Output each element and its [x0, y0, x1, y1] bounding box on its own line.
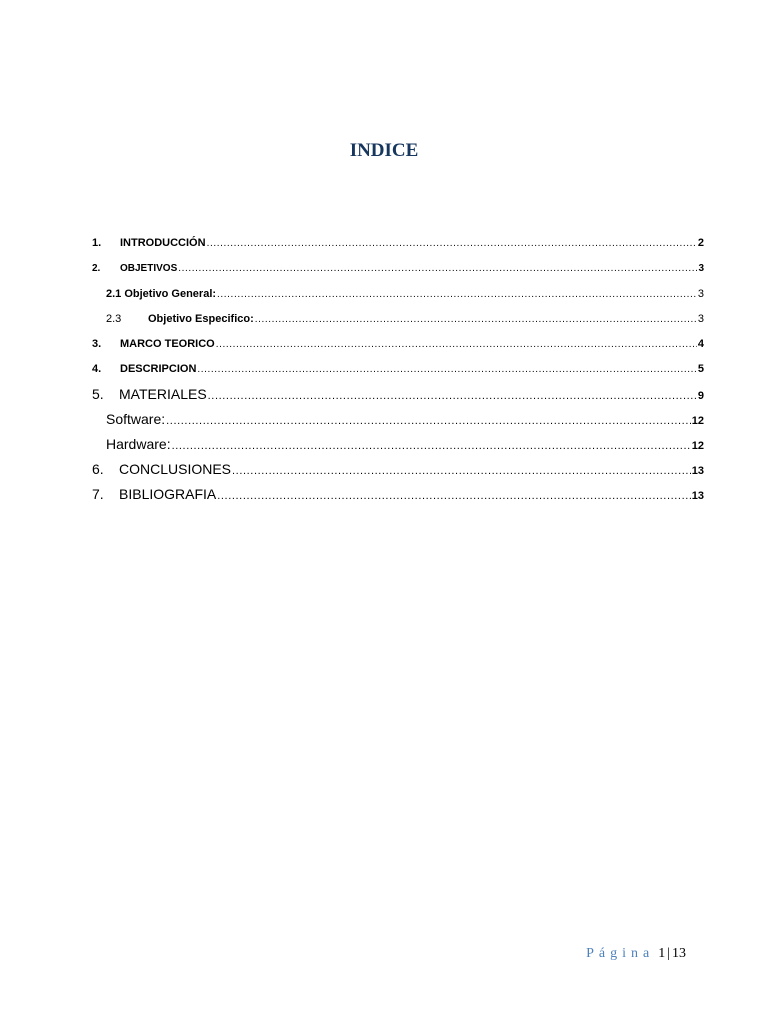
- toc-entry-descripcion[interactable]: [92, 363, 704, 375]
- toc-dot-leader: [217, 490, 691, 502]
- toc-dot-leader: [207, 238, 697, 249]
- toc-dot-leader: [255, 314, 697, 325]
- toc-entry-number: 4.: [92, 363, 102, 375]
- toc-dot-leader: [197, 364, 696, 375]
- toc-entry-conclusiones[interactable]: [92, 461, 704, 477]
- toc-entry-number: 2.: [92, 263, 101, 274]
- toc-entry-label: INTRODUCCIÓN: [120, 237, 206, 249]
- toc-entry-label: 2.1 Objetivo General:: [106, 288, 217, 300]
- toc-entry-objetivos[interactable]: [92, 263, 704, 274]
- toc-entry-number: 2.3: [106, 313, 122, 325]
- toc-entry-marco-teorico[interactable]: [92, 338, 704, 350]
- toc-entry-page: 3: [698, 263, 704, 274]
- toc-entry-software[interactable]: [106, 411, 704, 427]
- toc-entry-page: 13: [691, 490, 704, 502]
- toc-entry-number: 6.: [92, 461, 104, 477]
- toc-entry-label: BIBLIOGRAFIA: [119, 486, 217, 502]
- toc-dot-leader: [178, 263, 697, 274]
- footer-total-pages: 13: [672, 946, 686, 961]
- toc-entry-label: Objetivo Especifico:: [148, 313, 254, 325]
- toc-entry-label: MATERIALES: [119, 386, 207, 402]
- toc-entry-label: Hardware:: [106, 436, 171, 452]
- toc-entry-page: 2: [697, 237, 704, 249]
- toc-entry-page: 3: [697, 288, 704, 300]
- page-footer: [586, 946, 686, 962]
- footer-separator: |: [667, 946, 670, 961]
- toc-dot-leader: [208, 390, 697, 402]
- toc-dot-leader: [172, 440, 691, 452]
- toc-entry-label: DESCRIPCION: [120, 363, 197, 375]
- toc-entry-label: MARCO TEORICO: [120, 338, 215, 350]
- toc-entry-objetivo-especifico[interactable]: [106, 313, 704, 325]
- toc-entry-page: 5: [697, 363, 704, 375]
- toc-dot-leader: [166, 415, 691, 427]
- toc-entry-hardware[interactable]: [106, 436, 704, 452]
- toc-entry-number: 3.: [92, 338, 102, 350]
- toc-dot-leader: [217, 289, 697, 300]
- toc-entry-number: 7.: [92, 486, 104, 502]
- footer-page-number: 1: [658, 946, 666, 961]
- document-title: INDICE: [349, 140, 419, 161]
- toc-entry-objetivo-general[interactable]: [106, 288, 704, 300]
- toc-dot-leader: [216, 339, 697, 350]
- toc-entry-label: Software:: [106, 411, 166, 427]
- toc-entry-page: 13: [691, 465, 704, 477]
- toc-entry-page: 4: [697, 338, 704, 350]
- toc-entry-label: OBJETIVOS: [120, 263, 178, 274]
- toc-entry-page: 12: [691, 440, 704, 452]
- toc-entry-bibliografia[interactable]: [92, 486, 704, 502]
- toc-entry-label: CONCLUSIONES: [119, 461, 232, 477]
- footer-page-word: Página: [586, 946, 655, 961]
- toc-dot-leader: [232, 465, 691, 477]
- toc-entry-materiales[interactable]: [92, 386, 704, 402]
- toc-entry-page: 9: [697, 390, 704, 402]
- toc-entry-page: 12: [691, 415, 704, 427]
- toc-entry-number: 5.: [92, 386, 104, 402]
- toc-entry-page: 3: [697, 313, 704, 325]
- toc-entry-introduccion[interactable]: [92, 237, 704, 249]
- toc-entry-number: 1.: [92, 237, 102, 249]
